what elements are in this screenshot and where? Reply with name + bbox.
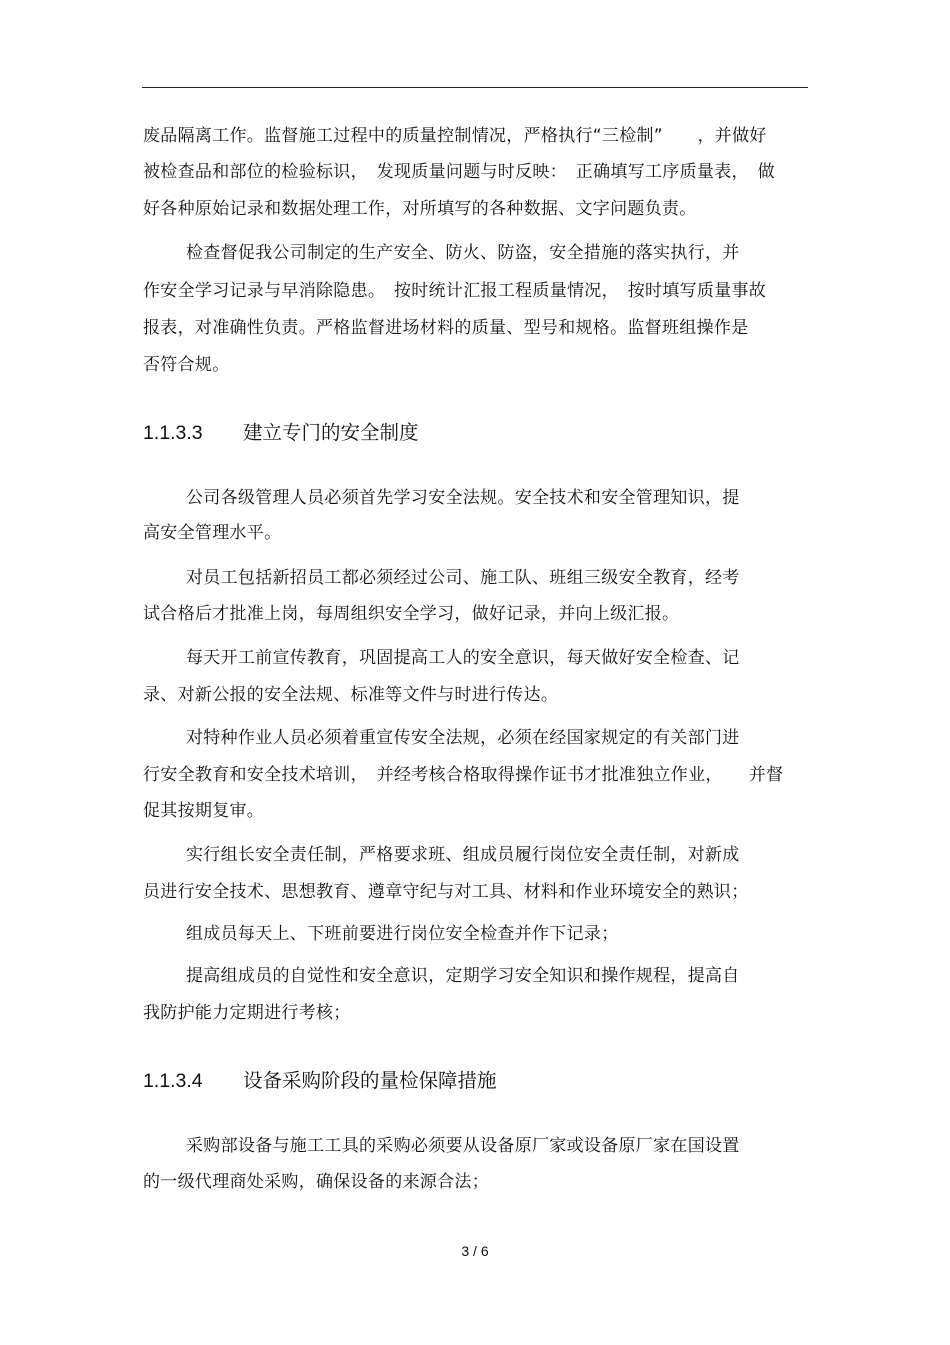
section-title: 建立专门的安全制度 — [243, 421, 419, 444]
text-line: 高安全管理水平。 — [143, 523, 282, 543]
text-line: 我防护能力定期进行考核； — [143, 1003, 351, 1023]
text-line: 被检查品和部位的检验标识， 发现质量问题与时反映： 正确填写工序质量表， 做 — [143, 162, 775, 182]
header-rule — [142, 87, 808, 88]
text-line: 作安全学习记录与早消除隐患。 按时统计汇报工程质量情况， 按时填写质量事故 — [143, 281, 767, 301]
text-line: 试合格后才批准上岗，每周组织安全学习，做好记录，并向上级汇报。 — [143, 604, 680, 624]
section-title: 设备采购阶段的量检保障措施 — [243, 1069, 497, 1092]
text-line: 废品隔离工作。监督施工过程中的质量控制情况，严格执行“三检制” ，并做好 — [143, 126, 767, 146]
text-line: 报表，对准确性负责。严格监督进场材料的质量、型号和规格。监督班组操作是 — [143, 318, 749, 338]
text-line: 对员工包括新招员工都必须经过公司、施工队、班组三级安全教育，经考 — [186, 568, 740, 588]
text-line: 录、对新公报的安全法规、标准等文件与时进行传达。 — [143, 685, 559, 705]
text-line: 组成员每天上、下班前要进行岗位安全检查并作下记录； — [186, 924, 619, 944]
text-line: 行安全教育和安全技术培训， 并经考核合格取得操作证书才批准独立作业， 并督 — [143, 765, 784, 785]
text-line: 员进行安全技术、思想教育、遵章守纪与对工具、材料和作业环境安全的熟识； — [143, 882, 749, 902]
text-line: 公司各级管理人员必须首先学习安全法规。安全技术和安全管理知识，提 — [186, 488, 740, 508]
text-line: 检查督促我公司制定的生产安全、防火、防盗，安全措施的落实执行，并 — [186, 243, 740, 263]
text-line: 采购部设备与施工工具的采购必须要从设备原厂家或设备原厂家在国设置 — [186, 1136, 740, 1156]
section-heading — [143, 421, 419, 445]
text-line: 好各种原始记录和数据处理工作，对所填写的各种数据、文字问题负责。 — [143, 199, 697, 219]
text-line: 的一级代理商处采购，确保设备的来源合法； — [143, 1172, 489, 1192]
text-line: 否符合规。 — [143, 355, 230, 375]
text-line: 对特种作业人员必须着重宣传安全法规，必须在经国家规定的有关部门进 — [186, 728, 740, 748]
section-heading — [143, 1069, 497, 1093]
section-number: 1.1.3.3 — [143, 422, 203, 444]
text-line: 提高组成员的自觉性和安全意识，定期学习安全知识和操作规程，提高自 — [186, 966, 740, 986]
text-line: 每天开工前宣传教育，巩固提高工人的安全意识，每天做好安全检查、记 — [186, 648, 740, 668]
text-line: 实行组长安全责任制，严格要求班、组成员履行岗位安全责任制，对新成 — [186, 845, 740, 865]
text-line: 促其按期复审。 — [143, 801, 265, 821]
section-number: 1.1.3.4 — [143, 1070, 203, 1092]
page-number: 3 / 6 — [461, 1243, 489, 1259]
